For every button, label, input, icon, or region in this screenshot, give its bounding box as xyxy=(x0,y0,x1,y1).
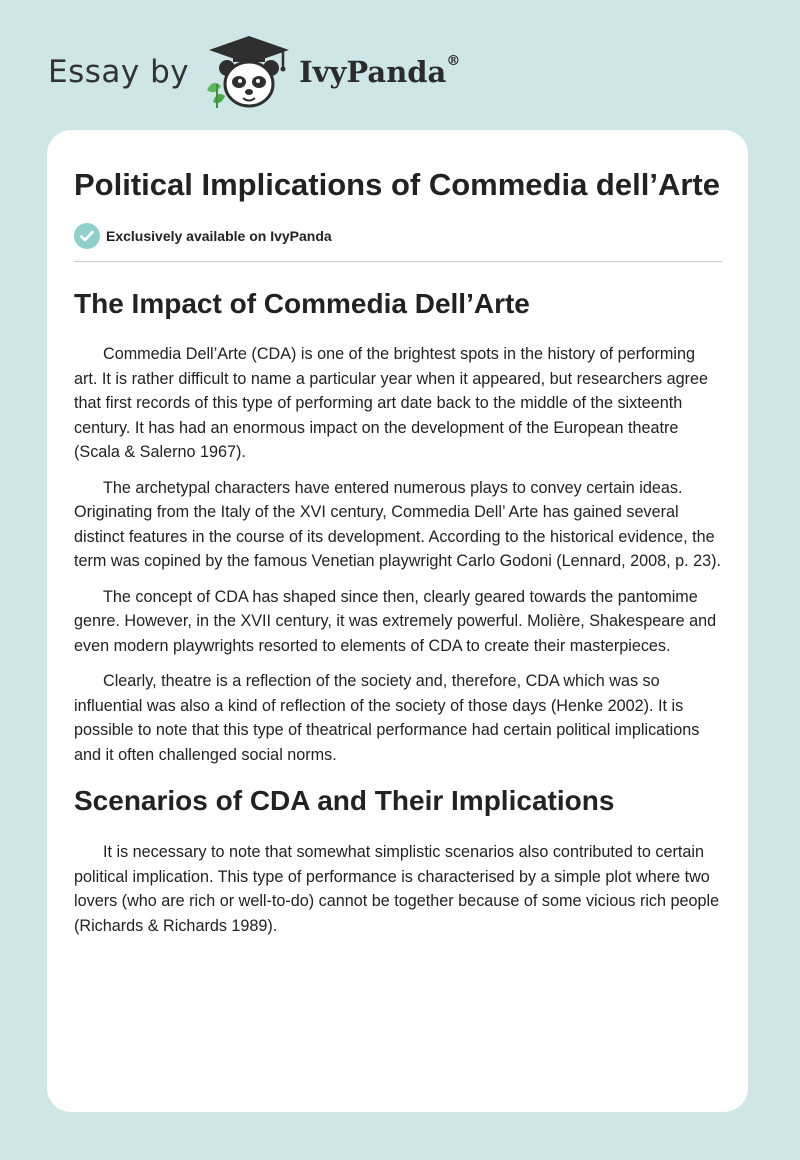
paragraph: Clearly, theatre is a reflection of the society and, therefore, CDA which was so influential was also a kind of reflection of the society of those days (Henke 2002). It is possible to note that this type of theatrical performance had certain political implications and it often challenged social norms. xyxy=(74,672,700,764)
site-header xyxy=(48,32,460,112)
check-icon xyxy=(74,223,100,249)
panda-logo-icon[interactable] xyxy=(203,32,295,112)
essay-card xyxy=(47,130,748,1112)
paragraph: It is necessary to note that somewhat simplistic scenarios also contributed to certain political implication. This type of performance is characterised by a simple plot where two lovers (who are rich or well-to-do) cannot be together because of some vicious rich people (Richards & Richards 1989). xyxy=(74,843,720,935)
paragraph: Commedia Dell’Arte (CDA) is one of the brightest spots in the history of performing art. It is rather difficult to name a particular year when it appeared, but researchers agree that first records of this type of performing art date back to the middle of the sixteenth century. It has had an enormous impact on the development of the European theatre (Scala & Salerno 1967). xyxy=(74,345,709,461)
divider xyxy=(74,261,722,262)
page-title: Political Implications of Commedia dell’Arte xyxy=(74,167,720,202)
section-heading: The Impact of Commedia Dell’Arte xyxy=(74,288,530,319)
essay-by-label: Essay by xyxy=(48,54,190,90)
paragraph: The archetypal characters have entered numerous plays to convey certain ideas. Originating from the Italy of the XVI century, Commedia Dell’ Arte has gained several distinct features in the course of its development. According to the historical evidence, the term was copined by the famous Venetian playwright Carlo Godoni (Lennard, 2008, p. 23). xyxy=(74,478,721,570)
paragraph: The concept of CDA has shaped since then, clearly geared towards the pantomime genre. However, in the XVII century, it was extremely powerful. Molière, Shakespeare and even modern playwrights resorted to elements of CDA to create their masterpieces. xyxy=(74,587,717,655)
section-heading: Scenarios of CDA and Their Implications xyxy=(74,785,615,816)
exclusive-label: Exclusively available on IvyPanda xyxy=(106,228,332,244)
section-impact xyxy=(74,286,722,767)
brand-name[interactable]: IvyPanda® xyxy=(299,53,461,89)
section-scenarios xyxy=(74,783,722,938)
exclusive-badge xyxy=(74,222,722,250)
